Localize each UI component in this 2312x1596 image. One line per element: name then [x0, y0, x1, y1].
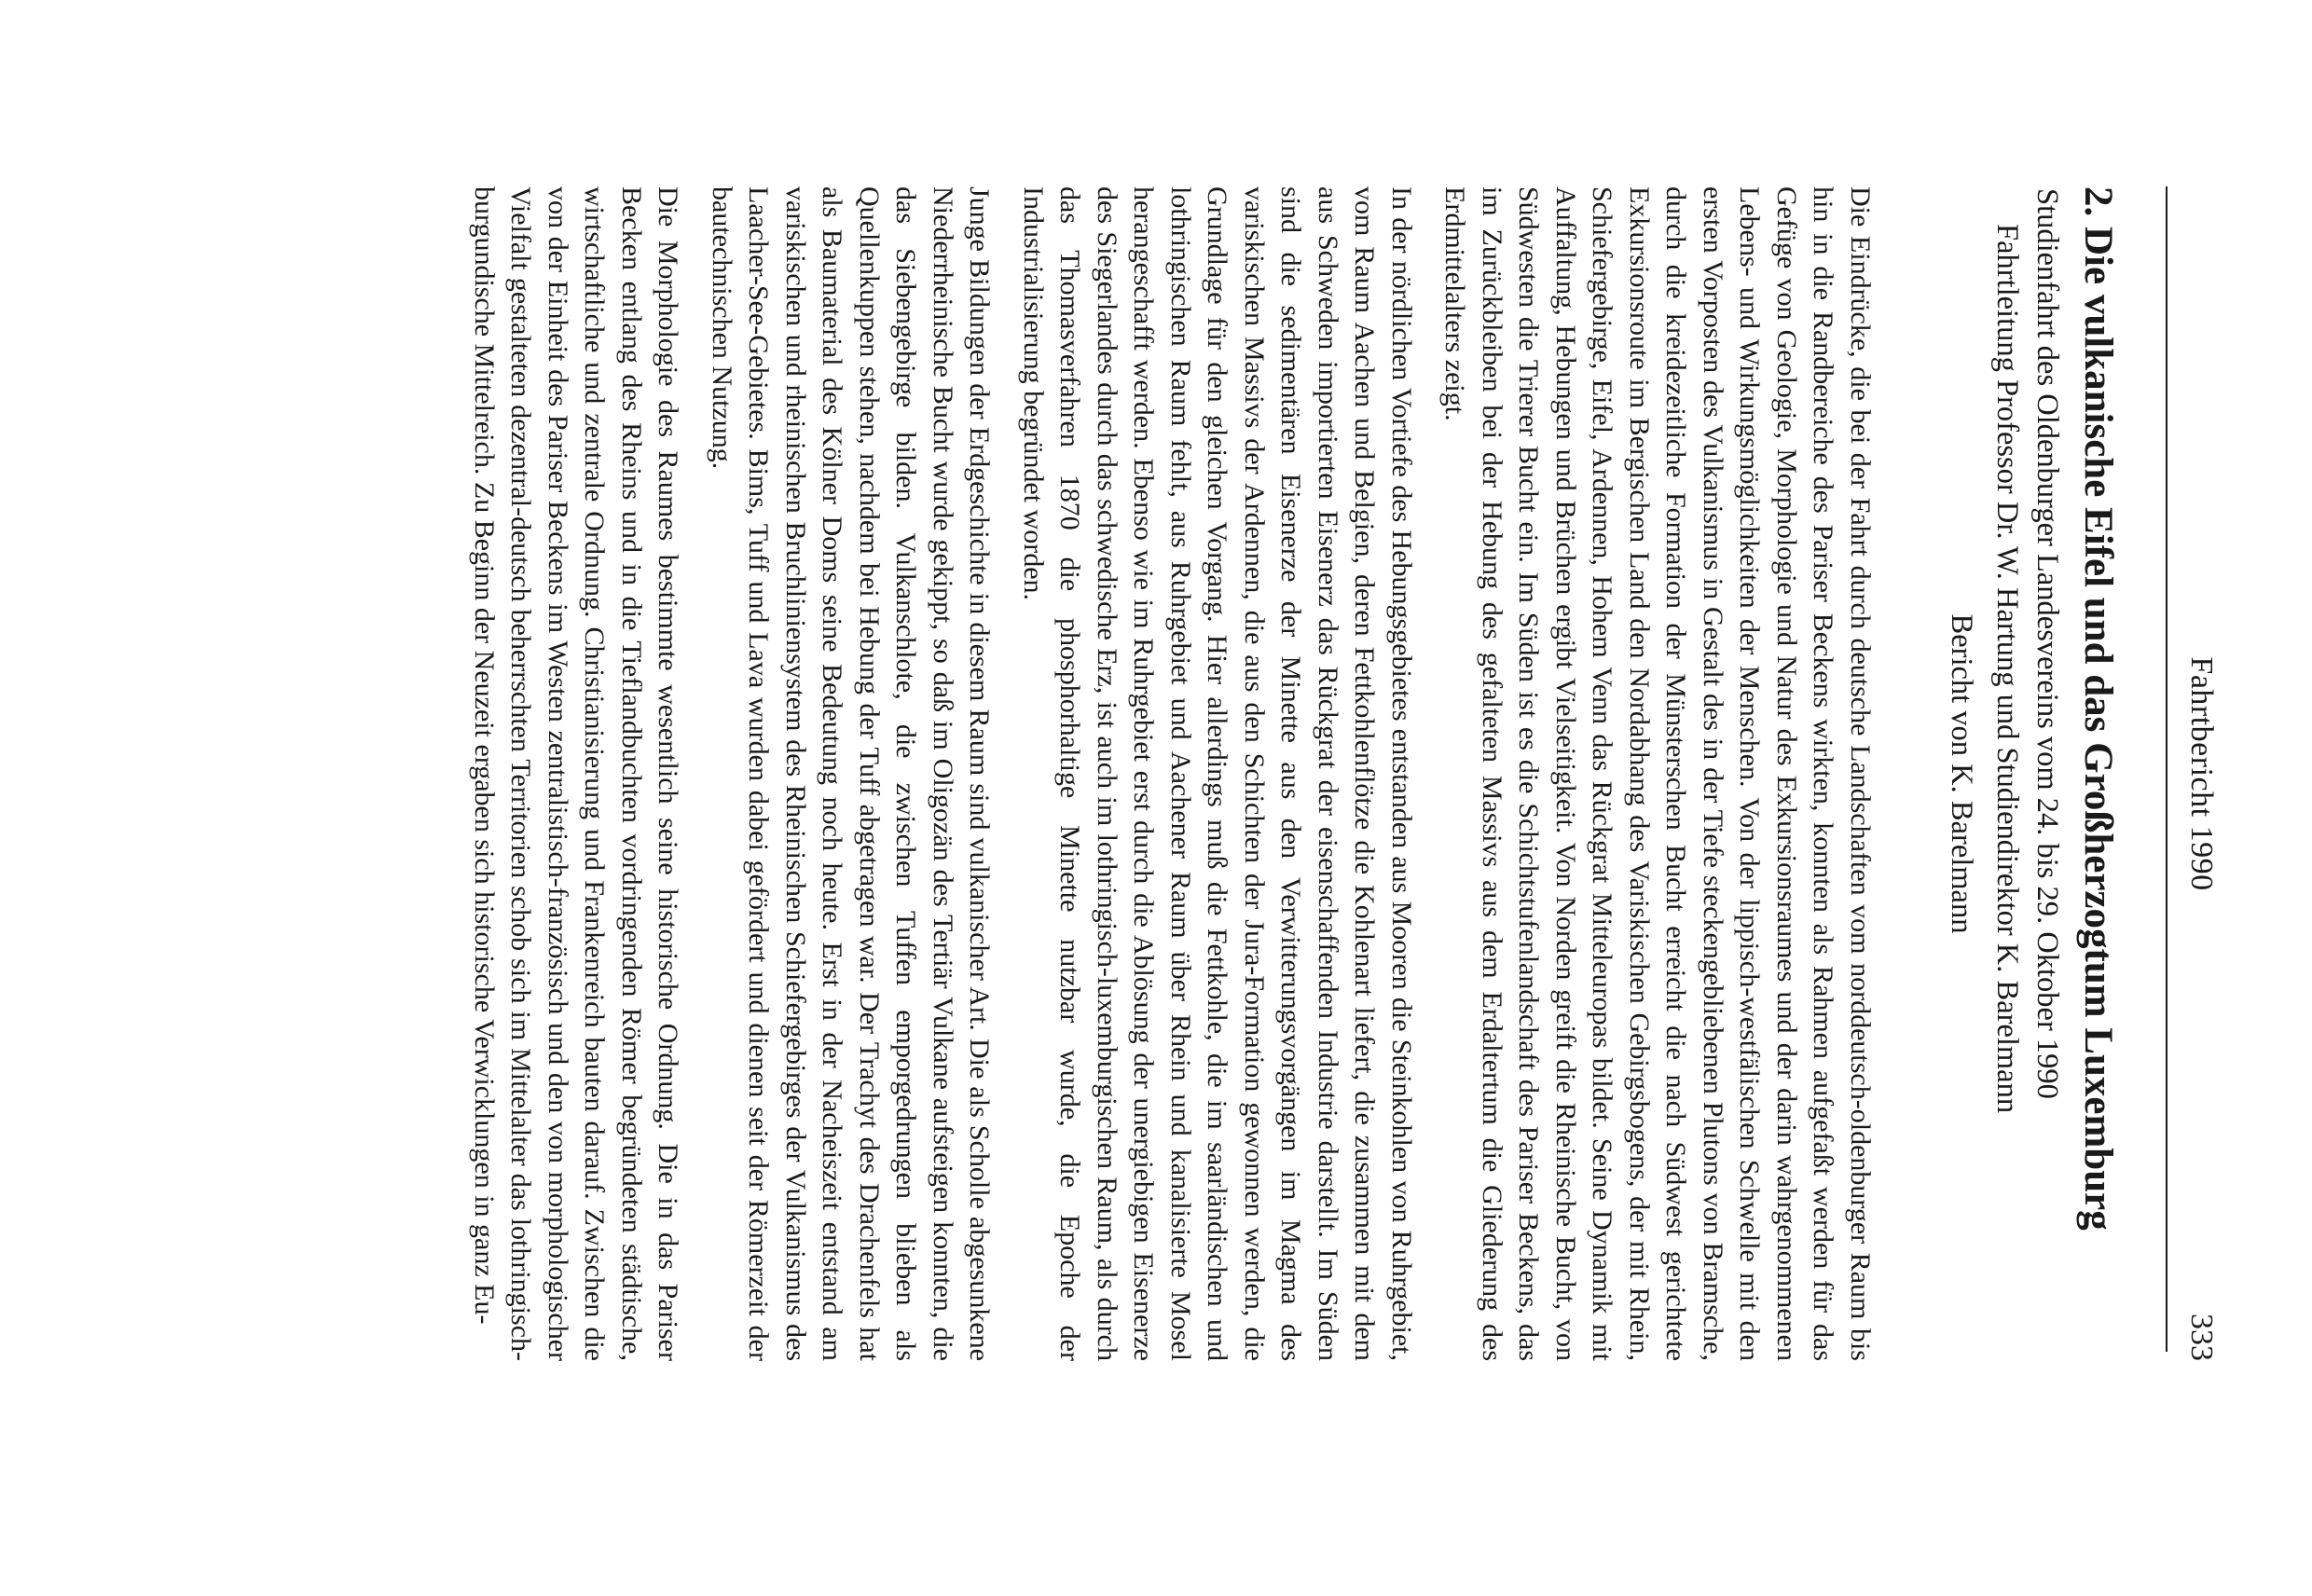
paragraph: Junge Bildungen der Erdgeschichte in diesem Raum sind vulkanischer Art. Die als Scholle abgesunkene Niederrheinische Bucht wurde gekippt, so daß im Oligozän des Tertiär Vulkane aufsteigen konnten, die das Siebengebirge bilden. Vulkanschlote, die zwischen Tuffen emporgedrungen blieben als Quellenkuppen stehen, nachdem bei Hebung der Tuff abgetragen war. Der Trachyt des Drachenfels hat als Baumaterial des Kölner Doms seine Bedeutung noch heute. Erst in der Nacheiszeit entstand am variskischen und rheinischen Bruchliniensystem des Rheinischen Schiefergebirges der Vulkanismus des Laacher-See-Gebietes. Bims, Tuff und Lava wurden dabei gefördert und dienen seit der Römerzeit der bautechnischen Nutzung. [707, 186, 996, 1361]
section-title: 2. Die vulkanische Eifel und das Großherzogtum Luxemburg [2076, 186, 2120, 1231]
header-rule [2166, 186, 2168, 1352]
body-text [449, 186, 1879, 1361]
running-head [2163, 186, 2219, 1361]
paragraph: Die Eindrücke, die bei der Fahrt durch deutsche Landschaften vom norddeutsch-oldenburger Raum bis hin in die Randbereiche des Pariser Beckens wirkten, konnten als Rahmen aufgefaßt werden für das Gefüge von Geologie, Morphologie und Natur des Exkursionsraumes und der darin wahrgenommenen Lebens- und Wirkungsmöglichkeiten der Menschen. Von der lippisch-westfälischen Schwelle mit den ersten Vorposten des Vulkanismus in Gestalt des in der Tiefe steckengebliebenen Plutons von Bramsche, durch die kreidezeitliche Formation der Münsterschen Bucht erreicht die nach Südwest gerichtete Exkursionsroute im Bergischen Land den Nordabhang des Variskischen Gebirgsbogens, der mit Rhein, Schiefergebirge, Eifel, Ardennen, Hohem Venn das Rückgrat Mitteleuropas bildet. Seine Dynamik mit Auffaltung, Hebungen und Brüchen ergibt Vielseitigkeit. Von Norden greift die Rheinische Bucht, von Südwesten die Trierer Bucht ein. Im Süden ist es die Schichtstufenlandschaft des Pariser Beckens, das im Zurückbleiben bei der Hebung des gefalteten Massivs aus dem Erdaltertum die Gliederung des Erdmittelalters zeigt. [1439, 186, 1876, 1361]
article-header [1941, 186, 2121, 1361]
author-line: Bericht von K. Barelmann [1945, 613, 1978, 934]
subtitle-leaders: Fahrtleitung Professor Dr. W. Hartung und Studiendirektor K. Barelmann [1990, 224, 2024, 1114]
running-title: Fahrtbericht 1990 [2184, 656, 2219, 891]
subtitle-trip: Studienfahrt des Oldenburger Landesvereins vom 24. bis 29. Oktober 1990 [2030, 188, 2064, 1099]
paragraph: Die Morphologie des Raumes bestimmte wesentlich seine historische Ordnung. Die in das Pariser Becken entlang des Rheins und in die Tieflandbuchten vordringenden Römer begründeten städtische, wirtschaftliche und zentrale Ordnung. Christianisierung und Frankenreich bauten darauf. Zwischen die von der Einheit des Pariser Beckens im Westen zentralistisch-französisch und den von morphologischer Vielfalt gestalteten dezentral-deutsch beherrschten Territorien schob sich im Mittelalter das lothringisch-burgundische Mittelreich. Zu Beginn der Neuzeit ergaben sich historische Verwicklungen in ganz Eu- [469, 186, 684, 1361]
page-number: 333 [2184, 1314, 2219, 1361]
paragraph: In der nördlichen Vortiefe des Hebungsgebietes entstanden aus Mooren die Steinkohlen von Ruhrgebiet, vom Raum Aachen und Belgien, deren Fettkohlenflötze die Kohlenart liefert, die zusammen mit dem aus Schweden importierten Eisenerz das Rückgrat der eisenschaffenden Industrie darstellt. Im Süden sind die sedimentären Eisenerze der Minette aus den Verwitterungsvorgängen im Magma des variskischen Massivs der Ardennen, die aus den Schichten der Jura-Formation gewonnen werden, die Grundlage für den gleichen Vorgang. Hier allerdings muß die Fettkohle, die im saarländischen und lothringischen Raum fehlt, aus Ruhrgebiet und Aachener Raum über Rhein und kanalisierte Mosel herangeschafft werden. Ebenso wie im Ruhrgebiet erst durch die Ablösung der unergiebigen Eisenerze des Siegerlandes durch das schwedische Erz, ist auch im lothringisch-luxemburgischen Raum, als durch das Thomasverfahren 1870 die phosphorhaltige Minette nutzbar wurde, die Epoche der Industrialisierung begründet worden. [1018, 186, 1417, 1361]
